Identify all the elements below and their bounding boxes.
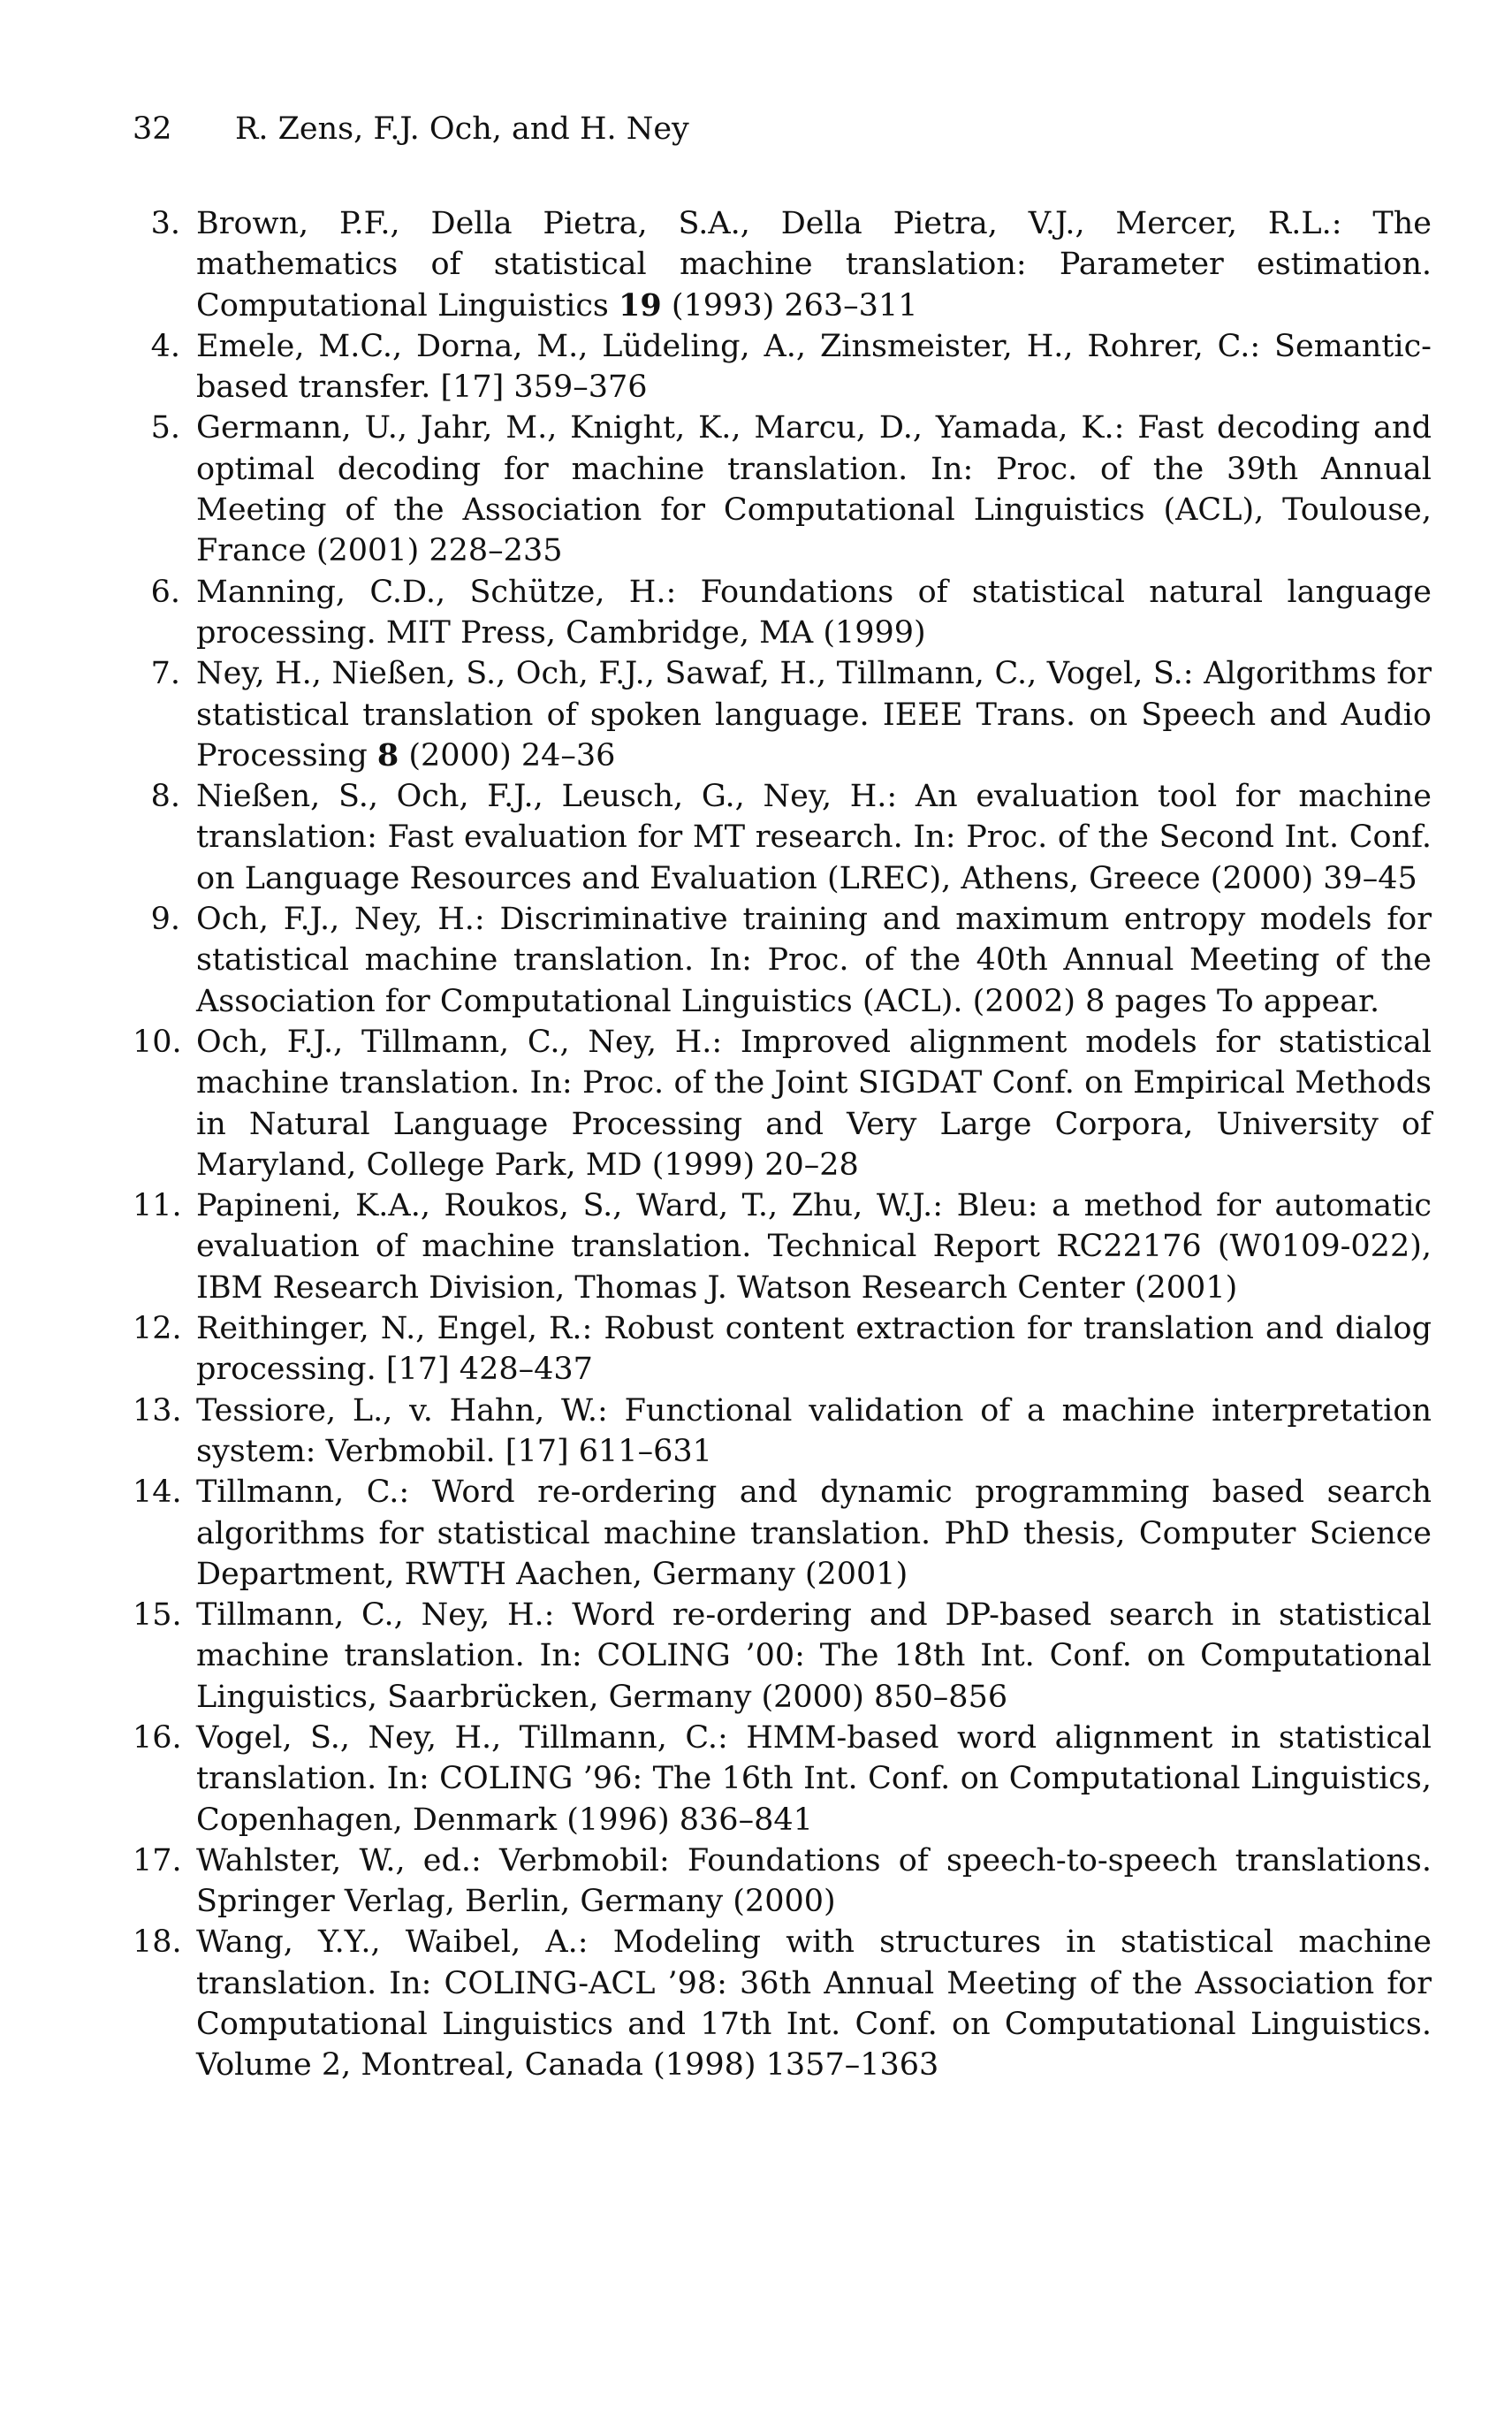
reference-text-segment: Emele, M.C., Dorna, M., Lüdeling, A., Zinsmeister, H., Rohrer, C.: Semantic-based transfer. [17] 359–376 (196, 328, 1432, 406)
reference-text (196, 1311, 1432, 1387)
reference-number: 3. (150, 206, 180, 241)
reference-volume: 19 (619, 286, 662, 324)
reference-number: 18. (133, 1924, 182, 1961)
reference-number: 14. (133, 1474, 182, 1511)
reference-item (133, 776, 1432, 899)
reference-number: 13. (133, 1392, 182, 1429)
reference-number: 9. (150, 902, 180, 938)
reference-item (133, 1022, 1432, 1185)
reference-number: 15. (133, 1597, 182, 1634)
reference-text-segment: Brown, P.F., Della Pietra, S.A., Della Pietra, V.J., Mercer, R.L.: The mathematics of statistical machine translation: Parameter estimation. Computational Linguistics (196, 206, 1432, 324)
reference-item (133, 1391, 1432, 1473)
reference-number: 10. (133, 1024, 182, 1060)
reference-item (133, 326, 1432, 408)
reference-text (196, 1188, 1432, 1306)
reference-item (133, 1308, 1432, 1391)
reference-number: 7. (150, 656, 180, 692)
reference-text-segment: Germann, U., Jahr, M., Knight, K., Marcu, D., Yamada, K.: Fast decoding and optimal decoding for machine translation. In: Proc. of the 39th Annual Meeting of the Association for Computational Linguistics (ACL), Toulouse, France (2001) 228–235 (196, 410, 1432, 569)
reference-text (196, 1597, 1432, 1715)
reference-text-segment: Ney, H., Nießen, S., Och, F.J., Sawaf, H., Tillmann, C., Vogel, S.: Algorithms for statistical translation of spoken language. IEEE Trans. on Speech and Audio Processing (196, 656, 1432, 773)
reference-number: 11. (133, 1188, 182, 1224)
reference-text (196, 206, 1432, 324)
reference-item (133, 203, 1432, 326)
reference-item (133, 408, 1432, 571)
reference-text-segment: Tessiore, L., v. Hahn, W.: Functional validation of a machine interpretation system: Verbmobil. [17] 611–631 (196, 1392, 1432, 1469)
page-number: 32 (133, 111, 172, 147)
reference-text-segment: Manning, C.D., Schütze, H.: Foundations of statistical natural language processing. MIT Press, Cambridge, MA (1999) (196, 574, 1432, 651)
reference-item (133, 572, 1432, 654)
reference-text (196, 1924, 1432, 2083)
reference-number: 16. (133, 1719, 182, 1756)
reference-number: 8. (150, 779, 180, 815)
reference-text (196, 1474, 1432, 1592)
reference-text-segment: (1993) 263–311 (661, 287, 918, 324)
reference-text (196, 902, 1432, 1019)
reference-list (133, 203, 1432, 2086)
reference-text-segment: Tillmann, C., Ney, H.: Word re-ordering and DP-based search in statistical machine translation. In: COLING ’00: The 18th Int. Conf. on Computational Linguistics, Saarbrücken, Germany (2000) 850–856 (196, 1597, 1432, 1715)
reference-text-segment: Vogel, S., Ney, H., Tillmann, C.: HMM-based word alignment in statistical translation. In: COLING ’96: The 16th Int. Conf. on Computational Linguistics, Copenhagen, Denmark (1996) 836–841 (196, 1719, 1432, 1838)
reference-text-segment: Wahlster, W., ed.: Verbmobil: Foundations of speech-to-speech translations. Springer Verlag, Berlin, Germany (2000) (196, 1842, 1432, 1920)
reference-text (196, 779, 1432, 896)
reference-text-segment: Och, F.J., Ney, H.: Discriminative training and maximum entropy models for statistical machine translation. In: Proc. of the 40th Annual Meeting of the Association for Computational Linguistics (ACL). (2002) 8 pages To appear. (196, 902, 1432, 1019)
reference-text-segment: Wang, Y.Y., Waibel, A.: Modeling with structures in statistical machine translation. In: COLING-ACL ’98: 36th Annual Meeting of the Association for Computational Linguistics and 17th Int. Conf. on Computational Linguistics. Volume 2, Montreal, Canada (1998) 1357–1363 (196, 1924, 1432, 2084)
reference-item (133, 1185, 1432, 1308)
reference-text (196, 656, 1432, 773)
reference-number: 17. (133, 1842, 182, 1878)
reference-text (196, 1025, 1432, 1183)
reference-text (196, 1393, 1432, 1469)
reference-text (196, 1843, 1432, 1919)
reference-text-segment: Nießen, S., Och, F.J., Leusch, G., Ney, H.: An evaluation tool for machine translation: Fast evaluation for MT research. In: Proc. of the Second Int. Conf. on Language Resources and Evaluation (LREC), Athens, Greece (2000) 39–45 (196, 779, 1432, 896)
reference-number: 5. (150, 410, 180, 446)
reference-item (133, 1922, 1432, 2085)
reference-text (196, 410, 1432, 568)
reference-number: 4. (150, 328, 180, 364)
running-head-authors: R. Zens, F.J. Och, and H. Ney (235, 111, 689, 147)
reference-item (133, 1472, 1432, 1595)
reference-number: 12. (133, 1311, 182, 1347)
reference-item (133, 1840, 1432, 1923)
reference-item (133, 1595, 1432, 1718)
reference-text-segment: (2000) 24–36 (399, 737, 616, 773)
running-head (133, 110, 689, 149)
reference-text (196, 1720, 1432, 1838)
reference-item (133, 1718, 1432, 1840)
reference-text-segment: Papineni, K.A., Roukos, S., Ward, T., Zhu, W.J.: Bleu: a method for automatic evaluation of machine translation. Technical Report RC22176 (W0109-022), IBM Research Division, Thomas J. Watson Research Center (2001) (196, 1188, 1432, 1306)
reference-number: 6. (150, 574, 180, 610)
reference-text-segment: Reithinger, N., Engel, R.: Robust content extraction for translation and dialog processing. [17] 428–437 (196, 1311, 1432, 1388)
reference-text-segment: Och, F.J., Tillmann, C., Ney, H.: Improved alignment models for statistical machine translation. In: Proc. of the Joint SIGDAT Conf. on Empirical Methods in Natural Language Processing and Very Large Corpora, University of Maryland, College Park, MD (1999) 20–28 (196, 1024, 1432, 1183)
reference-item (133, 899, 1432, 1022)
reference-text-segment: Tillmann, C.: Word re-ordering and dynamic programming based search algorithms for statistical machine translation. PhD thesis, Computer Science Department, RWTH Aachen, Germany (2001) (196, 1474, 1432, 1592)
reference-volume: 8 (376, 736, 399, 773)
reference-item (133, 653, 1432, 776)
reference-text (196, 329, 1432, 405)
reference-text (196, 575, 1432, 651)
